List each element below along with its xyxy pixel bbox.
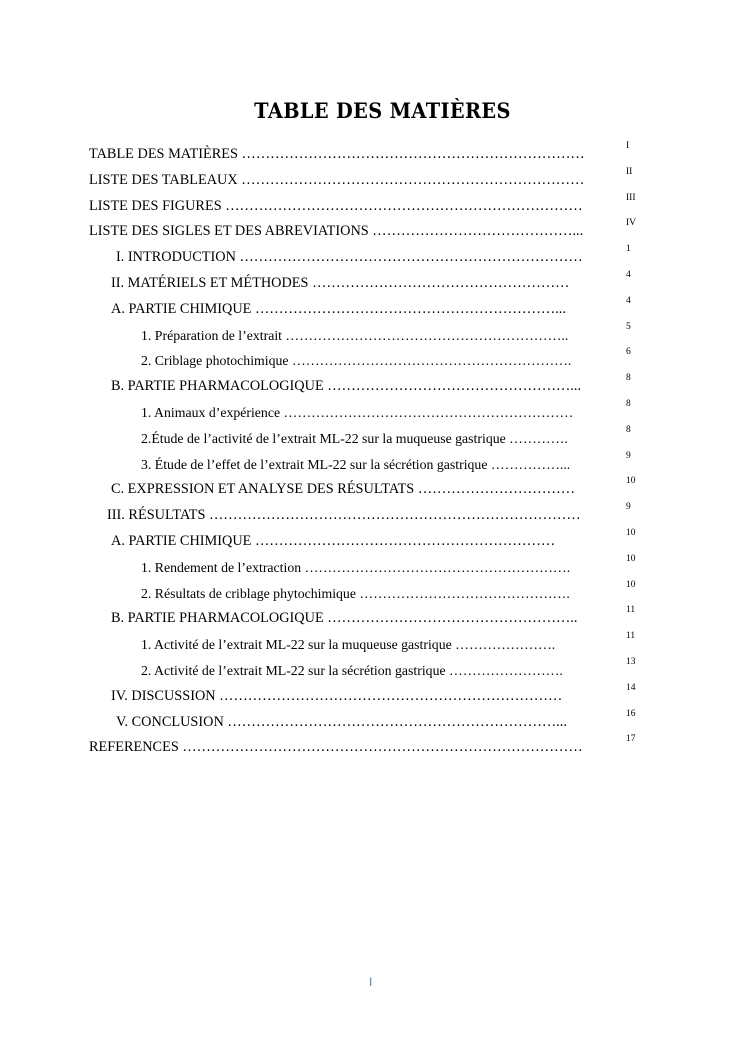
toc-page-number: 10	[626, 476, 636, 487]
toc-entry-label: I. INTRODUCTION ………………………………………………………………	[116, 249, 583, 266]
toc-page-number: 1	[626, 244, 631, 255]
toc-page-number: 17	[626, 734, 636, 745]
toc-entry-label: 2. Criblage photochimique …………………………………………………….	[141, 353, 572, 369]
toc-entry-label: C. EXPRESSION ET ANALYSE DES RÉSULTATS ……………………………	[111, 481, 576, 498]
toc-entry-label: V. CONCLUSION ……………………………………………………………...	[116, 713, 567, 730]
toc-entry-etude-activite-muqueuse[interactable]	[0, 422, 745, 448]
toc-entry-criblage-photochimique[interactable]	[0, 344, 745, 370]
footer-page-number: I	[369, 975, 373, 989]
toc-entry-label: REFERENCES …………………………………………………………………………	[89, 739, 583, 756]
toc-page-number: 11	[626, 631, 636, 642]
toc-entry-partie-chimique[interactable]	[0, 293, 745, 319]
toc-page-number: 9	[626, 502, 631, 513]
toc-entry-label: III. RÉSULTATS ……………………………………………………………………	[107, 507, 581, 524]
toc-page-number: 10	[626, 527, 636, 538]
toc-entry-preparation-extrait[interactable]	[0, 319, 745, 345]
toc-page-number: IV	[626, 218, 637, 229]
toc-entry-label: 1. Préparation de l’extrait ……………………………………………………..	[141, 327, 569, 343]
toc-page-number: 4	[626, 269, 631, 280]
toc-page-number: 8	[626, 398, 631, 409]
toc-entry-label: LISTE DES FIGURES …………………………………………………………………	[89, 197, 583, 214]
toc-entry-label: B. PARTIE PHARMACOLOGIQUE ……………………………………………...	[111, 378, 582, 395]
toc-entry-label: 2. Résultats de criblage phytochimique ……………………………………….	[141, 585, 570, 601]
toc-entry-label: 1. Animaux d’expérience ………………………………………………………	[141, 404, 574, 420]
toc-page-number: 4	[626, 295, 631, 306]
toc-page-number: II	[626, 166, 633, 177]
toc-page-number: 5	[626, 321, 631, 332]
toc-entry-references[interactable]	[0, 731, 745, 757]
table-of-contents	[0, 138, 745, 757]
toc-entry-expression-analyse[interactable]	[0, 473, 745, 499]
toc-page-number: 14	[626, 682, 636, 693]
toc-entry-label: 3. Étude de l’effet de l’extrait ML-22 sur la sécrétion gastrique ……………...	[141, 456, 571, 472]
toc-entry-label: 1. Rendement de l’extraction ………………………………………………….	[141, 559, 571, 575]
toc-entry-label: 2. Activité de l’extrait ML-22 sur la sécrétion gastrique …………………….	[141, 662, 563, 678]
toc-entry-label: LISTE DES TABLEAUX ………………………………………………………………	[89, 171, 585, 188]
toc-entry-introduction[interactable]	[0, 241, 745, 267]
toc-page-number: III	[626, 192, 636, 203]
toc-page-number: 8	[626, 424, 631, 435]
toc-page-number: 16	[626, 708, 636, 719]
toc-page-number: 10	[626, 579, 636, 590]
toc-entry-label: B. PARTIE PHARMACOLOGIQUE ……………………………………………..	[111, 610, 578, 627]
toc-page-number: 8	[626, 373, 631, 384]
toc-entry-label: II. MATÉRIELS ET MÉTHODES ………………………………………………	[111, 274, 570, 291]
toc-page-number: 6	[626, 347, 631, 358]
toc-page-number: 9	[626, 450, 631, 461]
page-title: TABLE DES MATIÈRES	[254, 98, 511, 123]
toc-entry-label: A. PARTIE CHIMIQUE ………………………………………………………...	[111, 300, 566, 317]
toc-entry-materiels-et-methodes[interactable]	[0, 267, 745, 293]
toc-entry-label: A. PARTIE CHIMIQUE ………………………………………………………	[111, 532, 556, 549]
toc-entry-label: IV. DISCUSSION ………………………………………………………………	[111, 687, 563, 704]
toc-entry-label: LISTE DES SIGLES ET DES ABREVIATIONS ……………………………………...	[89, 223, 584, 240]
toc-page-number: I	[626, 141, 630, 151]
toc-entry-partie-pharmacologique[interactable]	[0, 370, 745, 396]
toc-entry-label: 1. Activité de l’extrait ML-22 sur la muqueuse gastrique ………………….	[141, 637, 556, 653]
toc-page-number: 13	[626, 656, 636, 667]
toc-entry-label: 2.Étude de l’activité de l’extrait ML-22 sur la muqueuse gastrique ………….	[141, 430, 568, 446]
toc-entry-liste-des-sigles[interactable]	[0, 215, 745, 241]
toc-entry-table-des-matieres[interactable]	[0, 138, 745, 164]
toc-page-number: 10	[626, 553, 636, 564]
toc-entry-label: TABLE DES MATIÈRES ………………………………………………………………	[89, 146, 585, 162]
toc-page-number: 11	[626, 605, 636, 616]
toc-entry-animaux-experience[interactable]	[0, 396, 745, 422]
